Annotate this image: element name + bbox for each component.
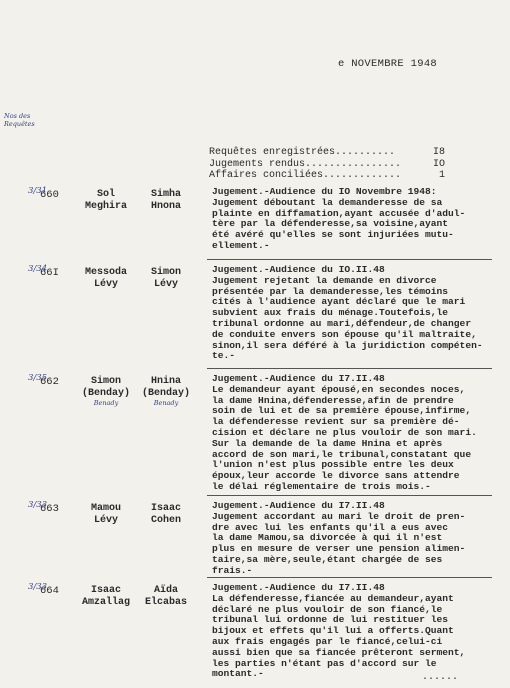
- defendant-name-text: Simon Lévy: [150, 267, 181, 290]
- request-number-handwritten: 3/33: [28, 500, 48, 510]
- stat-row-jugements: [209, 159, 445, 171]
- plaintiff-name-text: Isaac Amzallag: [81, 585, 130, 608]
- request-number-handwritten: 3/31: [28, 186, 48, 196]
- plaintiff-name-text: Messoda Lévy: [84, 267, 127, 290]
- defendant-handwritten-correction: Benady: [153, 399, 179, 407]
- statistics-summary: [209, 147, 445, 182]
- judgment-text: Jugement.-Audience du IO Novembre 1948: Jugement déboutant la demanderesse de sa plainte en diffamation,ayant accusée d'adul- tère par la défenderesse,sa voisine,ayant été avéré qu'elles se sont injuriées mutu- ellement.-: [212, 186, 466, 251]
- defendant-name-text: Isaac Cohen: [150, 503, 181, 526]
- stat-row-affaires: [209, 170, 445, 182]
- judgment-text: Jugement.-Audience du I7.II.48 Le demandeur ayant épousé,en secondes noces, la dame Hnina,défenderesse,afin de prendre soin de lui et de sa première épouse,infirme, la défenderesse revient sur sa première dé- cision et déclare ne plus vouloir de son mari. Sur la demande de la dame Hnina et après accord de son mari,le tribunal,constatant que l'union n'est plus possible entre les deux époux,leur accorde le divorce sans attendre le délai réglementaire de trois mois.-: [212, 373, 477, 492]
- defendant-name: [138, 376, 194, 407]
- stat-value: 1: [438, 170, 445, 181]
- case-number: 664: [40, 585, 59, 597]
- judgment-text: Jugement.-Audience du I7.II.48 Jugement accordant au mari le droit de pren- dre avec lui les enfants qu'il a eus avec la dame Mamou,sa divorcée à qui il n'est plus en mesure de verser une pension alimen- taire,sa mère,seule,étant chargée de ses frais.-: [212, 500, 466, 576]
- case-number: 660: [40, 189, 59, 201]
- plaintiff-name-text: Sol Meghira: [84, 189, 127, 212]
- defendant-name: [138, 585, 194, 608]
- judgment-entry-663: [0, 496, 510, 578]
- judgment-entry-660: [0, 182, 510, 260]
- plaintiff-name: [78, 376, 134, 407]
- plaintiff-name: [78, 267, 134, 290]
- defendant-name-text: Aïda Elcabas: [144, 585, 187, 608]
- judgment-entry-662: [0, 369, 510, 496]
- defendant-name: [138, 267, 194, 290]
- plaintiff-name-text: Mamou Lévy: [90, 503, 121, 526]
- plaintiff-name: [78, 503, 134, 526]
- defendant-name-text: Hnina (Benday): [141, 376, 190, 399]
- plaintiff-name: [78, 585, 134, 608]
- case-number: 66I: [40, 267, 59, 279]
- request-number-handwritten: 3/35: [28, 373, 48, 383]
- stat-value: IO: [432, 158, 445, 170]
- defendant-name-text: Simha Hnona: [150, 189, 181, 212]
- request-number-handwritten: 3/34: [28, 264, 48, 274]
- request-number-handwritten: 3/33: [28, 582, 48, 592]
- plaintiff-name-text: Simon (Benday): [81, 376, 130, 399]
- stat-value: I8: [432, 147, 445, 158]
- document-date: e NOVEMBRE 1948: [338, 58, 438, 70]
- stat-label: Jugements rendus................: [209, 158, 402, 170]
- case-number: 662: [40, 376, 59, 388]
- judgment-text: Jugement.-Audience du I7.II.48 La défenderesse,fiancée au demandeur,ayant déclaré ne plus vouloir de son fiancé,le tribunal lui ordonne de lui restituer les bijoux et effets qu'il lui a offerts.Quant aux frais engagés par le fiancé,celui-ci aussi bien que sa fiancée prêteront serment, les parties n'étant pas d'accord sur le montant.-: [212, 582, 466, 680]
- judgment-entries: [0, 182, 510, 688]
- footer-dots: ......: [422, 672, 459, 683]
- plaintiff-name: [78, 189, 134, 212]
- case-number: 663: [40, 503, 59, 515]
- defendant-name: [138, 503, 194, 526]
- defendant-name: [138, 189, 194, 212]
- stat-label: Affaires conciliées.............: [209, 170, 402, 181]
- margin-note-handwritten: Nos des Requêtes: [4, 112, 35, 128]
- stat-label: Requêtes enregistrées..........: [209, 147, 396, 158]
- judgment-text: Jugement.-Audience du IO.II.48 Jugement rejetant la demande en divorce présentée par la demanderesse,les témoins cités à l'audience ayant déclaré que le mari subvient aux frais du ménage.Toutefois,le tribunal ordonne au mari,défendeur,de changer de conduite envers son épouse qu'il maltraite, sinon,il sera déféré à la juridiction compéten- te.-: [212, 264, 483, 362]
- stat-row-requetes: [209, 147, 445, 159]
- judgment-entry-661: [0, 260, 510, 369]
- plaintiff-handwritten-correction: Benady: [93, 399, 119, 407]
